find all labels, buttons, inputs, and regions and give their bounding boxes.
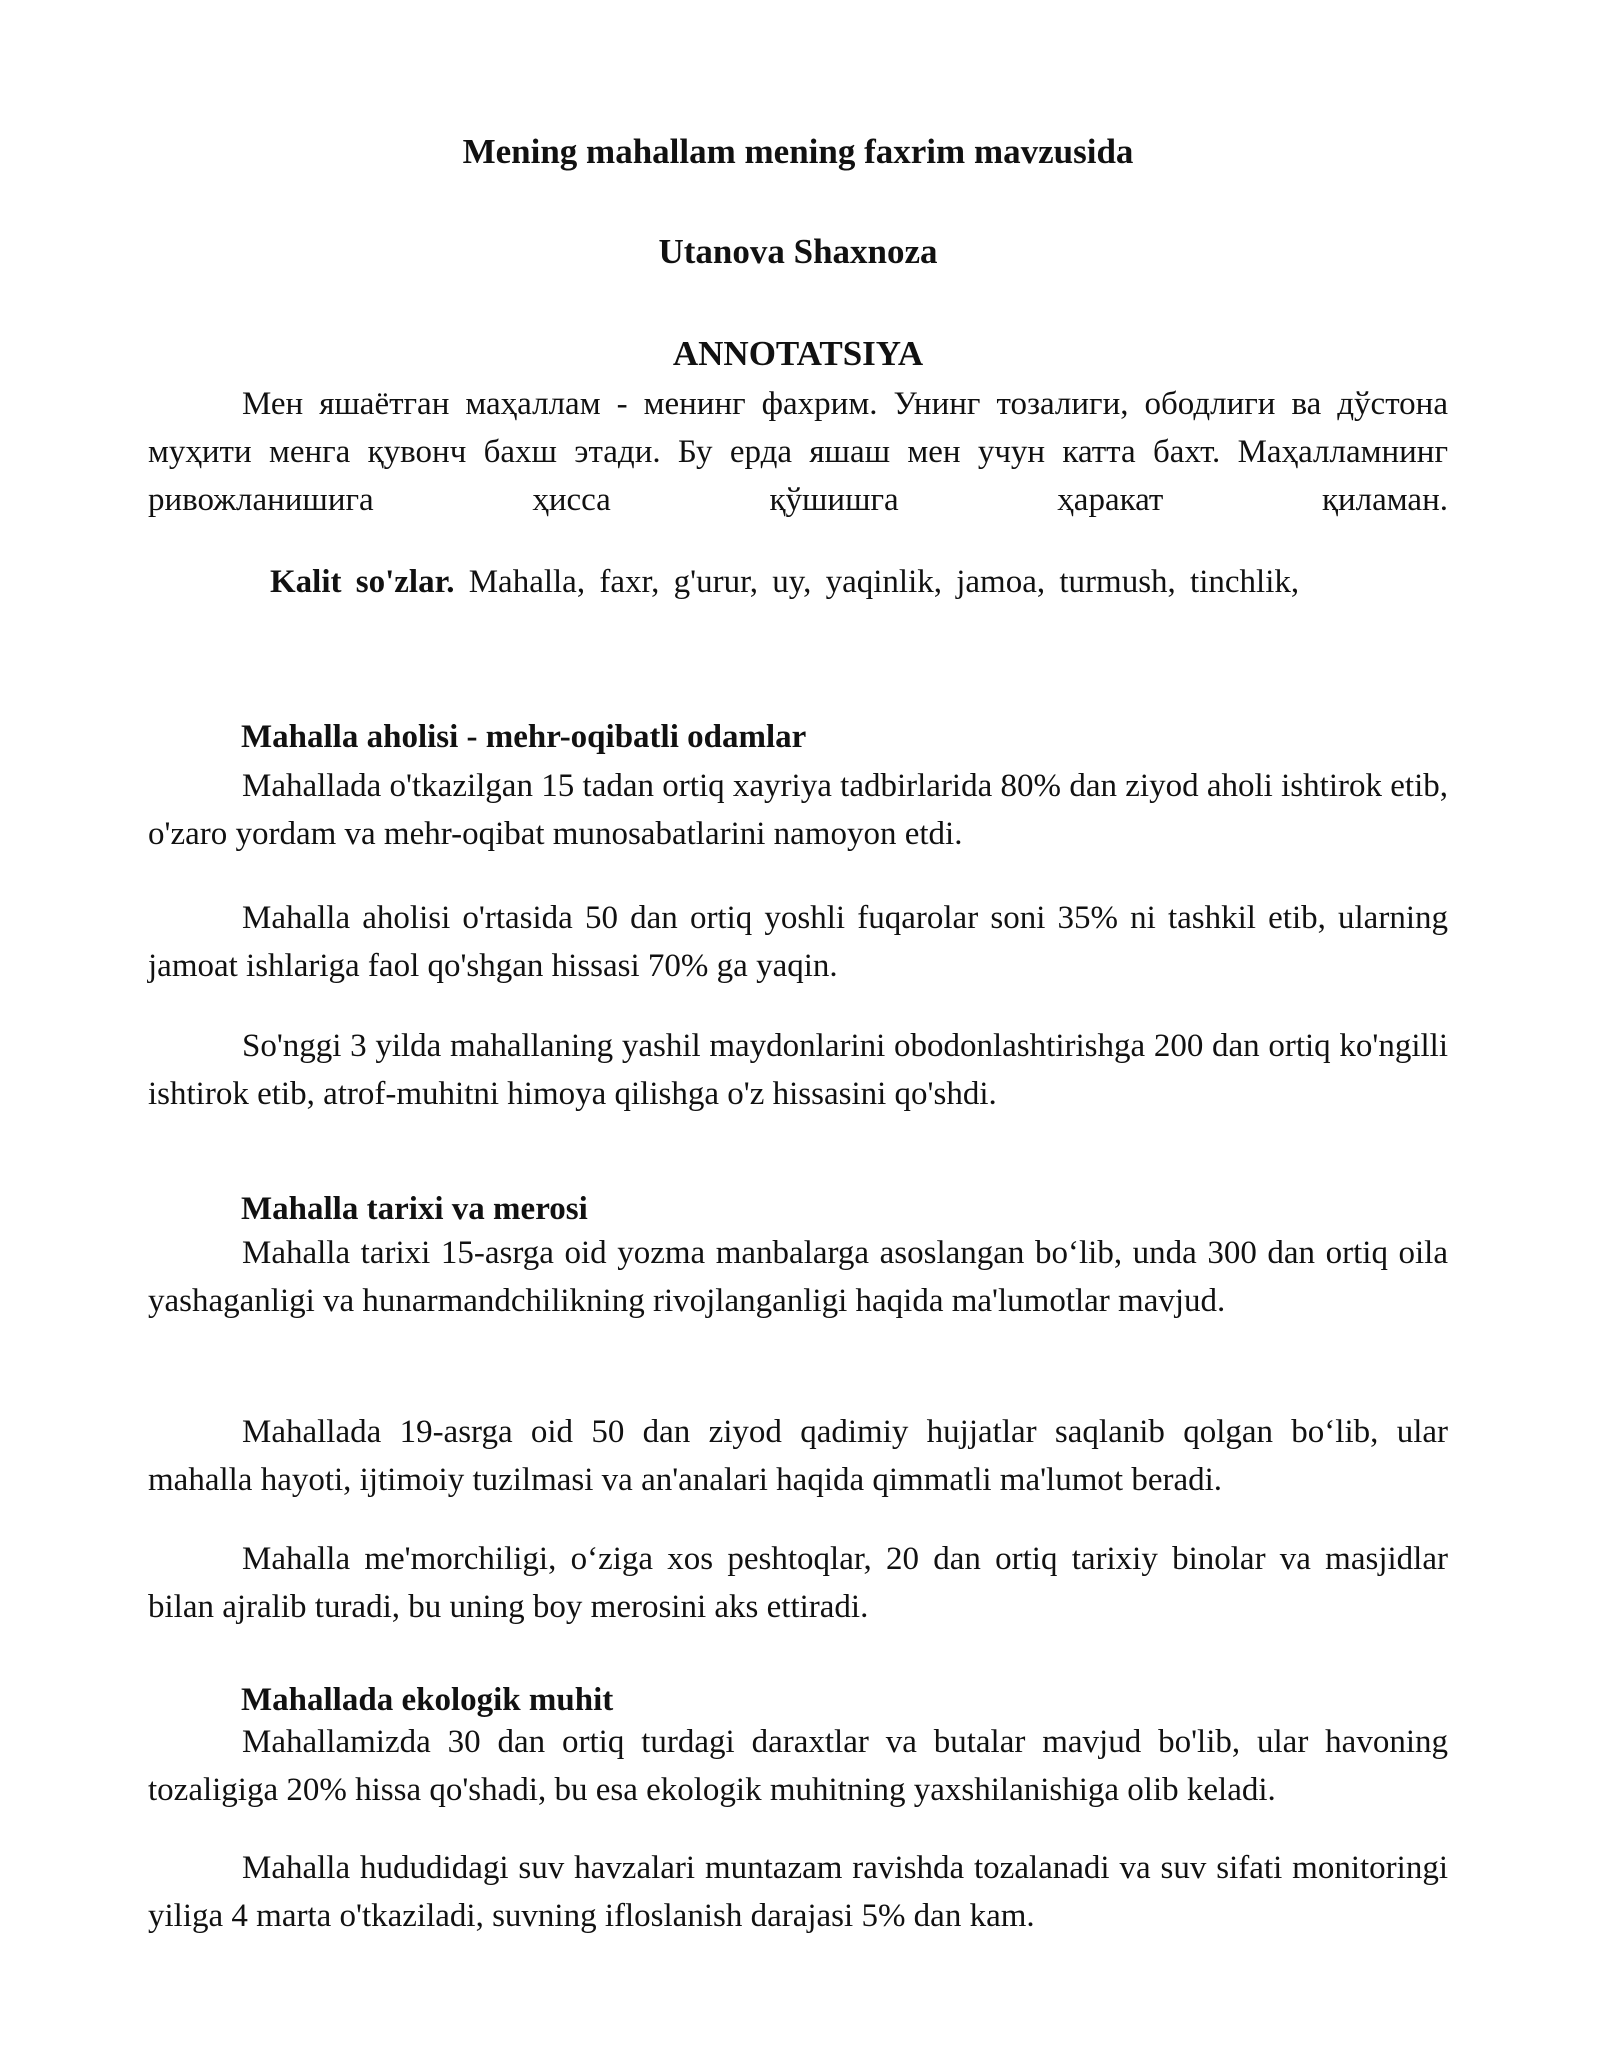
section-paragraph: So'nggi 3 yilda mahallaning yashil maydonlarini obodonlashtirishga 200 dan ortiq ko'ngilli ishtirok etib, atrof-muhitni himoya qilishga o'z hissasini qo'shdi. [148,1028,1448,1112]
section-paragraph: Mahallamizda 30 dan ortiq turdagi daraxtlar va butalar mavjud bo'lib, ular havoning tozaligiga 20% hissa qo'shadi, bu esa ekologik muhitning yaxshilanishiga olib keladi. [148,1724,1448,1808]
keywords-list: Mahalla, faxr, g'urur, uy, yaqinlik, jamoa, turmush, tinchlik, [454,564,1300,600]
section-paragraph: Mahalla tarixi 15-asrga oid yozma manbalarga asoslangan bo‘lib, unda 300 dan ortiq oila yashaganligi va hunarmandchilikning rivojlanganligi haqida ma'lumotlar mavjud. [148,1235,1448,1319]
author-name: Utanova Shaxnoza [658,232,938,271]
section-heading-community: Mahalla aholisi - mehr-oqibatli odamlar [241,719,807,755]
section-paragraph: Mahallada o'tkazilgan 15 tadan ortiq xayriya tadbirlarida 80% dan ziyod aholi ishtirok etib, o'zaro yordam va mehr-oqibat munosabatlarini namoyon etdi. [148,768,1448,852]
section-heading-ecology: Mahallada ekologik muhit [241,1682,614,1718]
section-paragraph: Mahalla aholisi o'rtasida 50 dan ortiq yoshli fuqarolar soni 35% ni tashkil etib, ularning jamoat ishlariga faol qo'shgan hissasi 70% ga yaqin. [148,900,1448,984]
section-paragraph: Mahalla me'morchiligi, o‘ziga xos peshtoqlar, 20 dan ortiq tarixiy binolar va masjidlar bilan ajralib turadi, bu uning boy merosini aks ettiradi. [148,1541,1448,1625]
keywords-label: Kalit so'zlar. [270,564,455,600]
keywords-line [270,560,1450,604]
annotation-heading: ANNOTATSIYA [672,334,924,373]
section-heading-history: Mahalla tarixi va merosi [241,1191,588,1227]
annotation-paragraph: Мен яшаётган маҳаллам - менинг фахрим. Унинг тозалиги, ободлиги ва дўстона муҳити менга қувонч бахш этади. Бу ерда яшаш мен учун катта бахт. Маҳалламнинг ривожланишига ҳисса қўшишга ҳаракат қиламан. [148,386,1448,518]
document-title: Mening mahallam mening faxrim mavzusida [462,132,1134,171]
section-paragraph: Mahalla hududidagi suv havzalari muntazam ravishda tozalanadi va suv sifati monitoringi yiliga 4 marta o'tkaziladi, suvning ifloslanish darajasi 5% dan kam. [148,1850,1448,1934]
section-paragraph: Mahallada 19-asrga oid 50 dan ziyod qadimiy hujjatlar saqlanib qolgan bo‘lib, ular mahalla hayoti, ijtimoiy tuzilmasi va an'analari haqida qimmatli ma'lumot beradi. [148,1414,1448,1498]
